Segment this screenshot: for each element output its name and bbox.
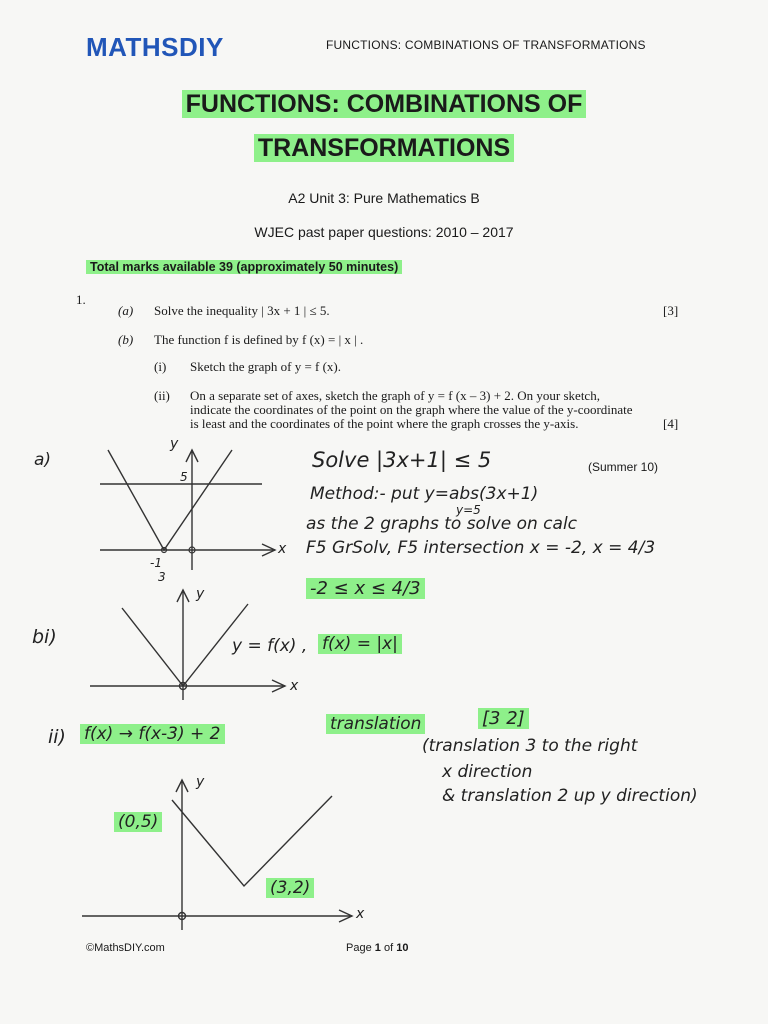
part-bii-label: (ii)	[154, 388, 170, 403]
hw-method: Method:- put y=abs(3x+1)	[310, 484, 539, 504]
hw-calc-note: as the 2 graphs to solve on calc	[306, 514, 578, 534]
hw-method-y5: y=5	[456, 503, 481, 517]
hw-graph-a-tick-neg2: 3	[158, 570, 166, 584]
hw-explain1: (translation 3 to the right	[422, 736, 638, 756]
graph-bi-abs-curve	[122, 604, 248, 686]
hw-bi-answer: f(x) = |x|	[318, 634, 402, 654]
hw-graph-a-tick5: 5	[180, 470, 188, 484]
part-bii-line3: is least and the coordinates of the point where the graph crosses the y-axis.	[190, 416, 579, 431]
part-bii-marks: [4]	[663, 416, 679, 431]
part-a-marks: [3]	[663, 303, 679, 318]
footer-page-number: Page 1 of 10	[346, 942, 409, 954]
hw-graph-a-x: x	[278, 541, 287, 557]
hw-bi-graph-label: y = f(x) ,	[232, 636, 308, 656]
hw-graph-bi-x: x	[290, 678, 299, 694]
hw-graph-a-tick-neg: -1	[150, 556, 162, 570]
hw-label-a: a)	[34, 450, 52, 470]
part-b-label: (b)	[118, 332, 134, 347]
page-title-line2: TRANSFORMATIONS	[0, 134, 768, 163]
part-a-text: Solve the inequality | 3x + 1 | ≤ 5.	[154, 303, 330, 318]
mathsdiy-logo: MATHSDIY	[86, 32, 224, 62]
summer-note: (Summer 10)	[588, 460, 659, 474]
part-bi-text: Sketch the graph of y = f (x).	[190, 359, 342, 374]
hw-vector: [3 2]	[478, 708, 529, 729]
total-marks: Total marks available 39 (approximately 50 minutes)	[86, 260, 402, 274]
part-b-text: The function f is defined by f (x) = | x | .	[154, 332, 364, 347]
hw-point-05: (0,5)	[114, 812, 162, 832]
hw-graph-ii-y: y	[196, 774, 205, 790]
unit-subtitle: A2 Unit 3: Pure Mathematics B	[288, 190, 480, 206]
hw-graph-bi-y: y	[196, 586, 205, 602]
hw-solve: Solve |3x+1| ≤ 5	[312, 448, 492, 472]
part-bii-line2: indicate the coordinates of the point on the graph where the value of the y-coordinate	[190, 402, 633, 417]
graph-ii-shifted-curve	[172, 796, 332, 886]
hw-intersection-note: F5 GrSolv, F5 intersection x = -2, x = 4/3	[306, 538, 656, 558]
footer-site: ©MathsDIY.com	[86, 942, 165, 954]
question-number: 1.	[76, 292, 86, 307]
hw-graph-a-y: y	[170, 436, 179, 452]
hw-point-32: (3,2)	[266, 878, 314, 898]
hw-explain2: x direction	[442, 762, 533, 782]
part-a-label: (a)	[118, 303, 134, 318]
graph-a-abs-curve	[108, 450, 232, 550]
hw-graph-ii-x: x	[356, 906, 365, 922]
hw-explain3: & translation 2 up y direction)	[442, 786, 698, 806]
hw-label-bi: bi)	[32, 626, 57, 648]
hw-ii-transform: f(x) → f(x-3) + 2	[80, 724, 225, 744]
part-bi-label: (i)	[154, 359, 167, 374]
hw-translation: translation	[326, 714, 425, 734]
hw-answer-a: -2 ≤ x ≤ 4/3	[306, 578, 425, 599]
part-bii-line1: On a separate set of axes, sketch the graph of y = f (x – 3) + 2. On your sketch,	[190, 388, 600, 403]
source-subtitle: WJEC past paper questions: 2010 – 2017	[254, 224, 514, 240]
hw-label-ii: ii)	[48, 726, 66, 748]
running-header: FUNCTIONS: COMBINATIONS OF TRANSFORMATIONS	[326, 38, 646, 52]
page-title-line1: FUNCTIONS: COMBINATIONS OF	[0, 90, 768, 119]
